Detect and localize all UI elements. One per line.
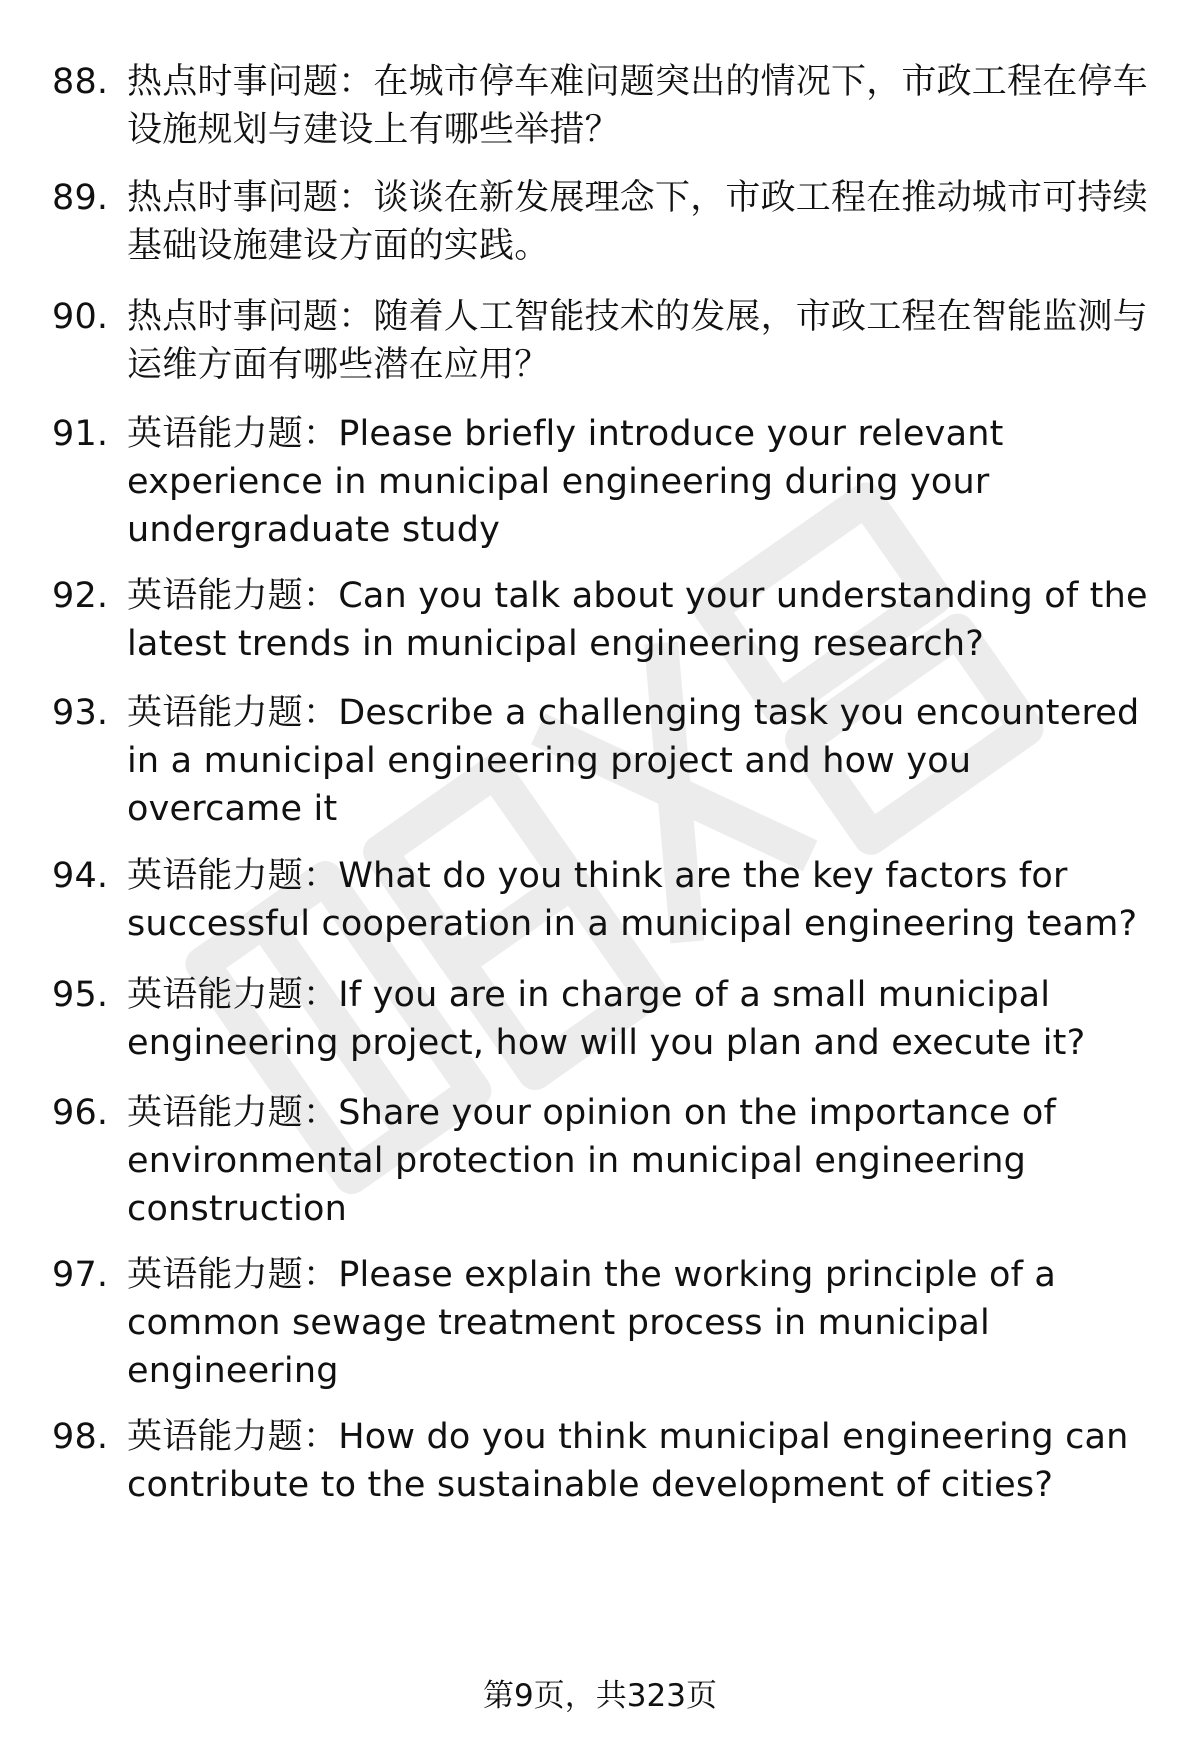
list-item (52, 852, 1152, 971)
question-body (127, 1413, 1152, 1509)
question-category: 英语能力题： (127, 975, 339, 1015)
question-text: Please explain the working principle of a common sewage treatment process in municipal engineering (127, 1255, 1057, 1391)
question-number: 98. (52, 1417, 109, 1457)
question-text: 在城市停车难问题突出的情况下，市政工程在停车设施规划与建设上有哪些举措？ (127, 62, 1148, 150)
question-body (127, 174, 1152, 270)
question-category: 热点时事问题： (127, 297, 374, 337)
question-text: Can you talk about your understanding of the latest trends in municipal engineering research? (127, 576, 1148, 664)
list-item (52, 58, 1152, 174)
question-number: 93. (52, 693, 109, 733)
question-number: 96. (52, 1093, 109, 1133)
list-item (52, 1413, 1152, 1509)
list-item (52, 572, 1152, 689)
question-text: Share your opinion on the importance of environmental protection in municipal engineering construction (127, 1093, 1057, 1229)
list-item (52, 410, 1152, 572)
question-category: 英语能力题： (127, 576, 339, 616)
list-item (52, 1251, 1152, 1413)
question-number: 91. (52, 414, 109, 454)
question-body (127, 293, 1152, 389)
question-body (127, 58, 1152, 154)
question-number: 92. (52, 576, 109, 616)
question-category: 英语能力题： (127, 693, 339, 733)
question-text: 谈谈在新发展理念下，市政工程在推动城市可持续基础设施建设方面的实践。 (127, 178, 1148, 266)
question-text: What do you think are the key factors for successful cooperation in a municipal engineering team? (127, 856, 1138, 944)
question-text: How do you think municipal engineering can contribute to the sustainable development of cities? (127, 1417, 1129, 1505)
question-number: 95. (52, 975, 109, 1015)
question-text: Describe a challenging task you encountered in a municipal engineering project and how you overcame it (127, 693, 1140, 829)
question-body (127, 689, 1152, 833)
question-text: If you are in charge of a small municipal engineering project, how will you plan and execute it? (127, 975, 1086, 1063)
question-body (127, 1251, 1152, 1395)
question-category: 热点时事问题： (127, 178, 374, 218)
page-number-footer: 第9页，共323页 (483, 1678, 717, 1714)
question-number: 89. (52, 178, 109, 218)
question-category: 英语能力题： (127, 414, 339, 454)
list-item (52, 174, 1152, 293)
question-body (127, 852, 1152, 948)
question-text: Please briefly introduce your relevant experience in municipal engineering during your undergraduate study (127, 414, 1004, 550)
question-body (127, 572, 1152, 668)
list-item (52, 293, 1152, 410)
question-category: 英语能力题： (127, 1255, 339, 1295)
question-number: 97. (52, 1255, 109, 1295)
question-body (127, 971, 1152, 1067)
question-category: 热点时事问题： (127, 62, 374, 102)
question-list (52, 58, 1152, 1509)
question-body (127, 1089, 1152, 1233)
list-item (52, 1089, 1152, 1251)
question-number: 94. (52, 856, 109, 896)
question-number: 90. (52, 297, 109, 337)
list-item (52, 689, 1152, 852)
question-text: 随着人工智能技术的发展，市政工程在智能监测与运维方面有哪些潜在应用？ (127, 297, 1148, 385)
list-item (52, 971, 1152, 1089)
question-body (127, 410, 1152, 554)
question-category: 英语能力题： (127, 856, 339, 896)
question-number: 88. (52, 62, 109, 102)
question-category: 英语能力题： (127, 1093, 339, 1133)
question-category: 英语能力题： (127, 1417, 339, 1457)
